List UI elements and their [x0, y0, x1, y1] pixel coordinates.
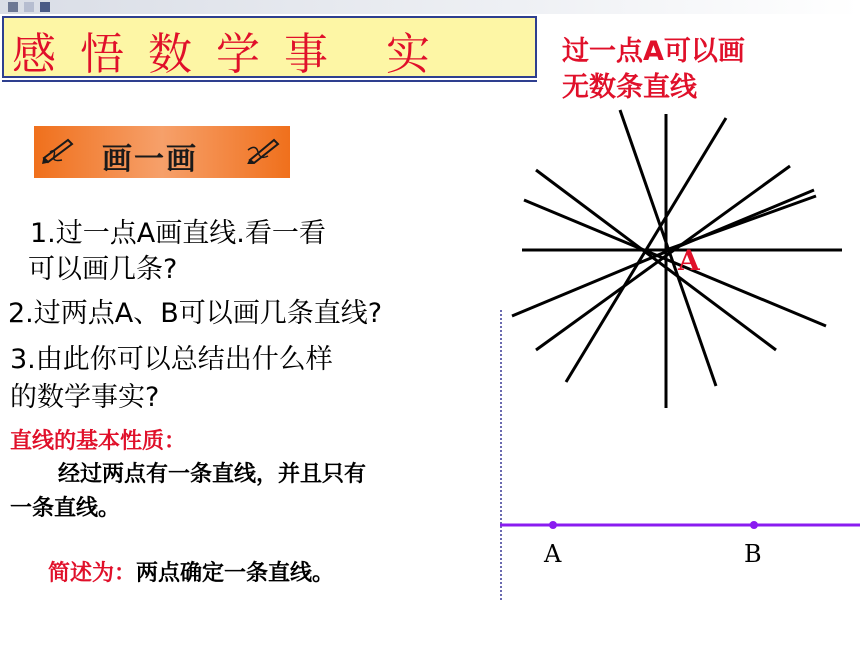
top-decor-strip [0, 0, 860, 14]
question-3-line-2: 的数学事实? [10, 382, 160, 413]
draw-badge [34, 126, 290, 178]
property-body [10, 458, 470, 526]
title-char: 感 [12, 29, 56, 80]
point-b-label: B [744, 540, 762, 568]
title-char: 数 [148, 29, 192, 80]
title-char: 实 [386, 29, 430, 80]
star-point-label: A [678, 244, 700, 277]
decor-square [40, 2, 50, 12]
title-underline [2, 80, 537, 82]
summary-text: 两点确定一条直线。 [136, 561, 335, 586]
point-a [549, 521, 557, 529]
slide-title [12, 18, 430, 82]
pencil-icon [246, 138, 280, 164]
property-line: 一条直线。 [10, 496, 121, 521]
line-through-a [524, 200, 826, 326]
title-char: 事 [284, 29, 328, 80]
question-1-line-2: 可以画几条? [28, 254, 178, 285]
right-note-line: 过一点A可以画 [562, 36, 745, 67]
pencil-icon [42, 138, 76, 164]
title-char: 学 [216, 29, 260, 80]
question-3-line-1: 3.由此你可以总结出什么样 [10, 344, 333, 375]
line-figure [500, 100, 860, 600]
property-heading: 直线的基本性质： [10, 429, 187, 454]
right-note [562, 34, 745, 106]
title-char: 悟 [80, 29, 124, 80]
line-through-a [666, 196, 816, 250]
property-line: 经过两点有一条直线，并且只有 [58, 462, 367, 487]
star-lines [512, 110, 842, 408]
point-a-label: A [544, 540, 562, 568]
line-through-a [512, 190, 814, 316]
summary [48, 556, 334, 587]
decor-square [24, 2, 34, 12]
question-2: 2.过两点A、B可以画几条直线? [8, 298, 383, 329]
right-note-line: 无数条直线 [562, 72, 697, 103]
badge-label: 画一画 [102, 142, 198, 177]
decor-square [8, 2, 18, 12]
question-1-line-1: 1.过一点A画直线.看一看 [30, 218, 326, 249]
summary-prefix: 简述为： [48, 561, 137, 586]
point-b [750, 521, 758, 529]
